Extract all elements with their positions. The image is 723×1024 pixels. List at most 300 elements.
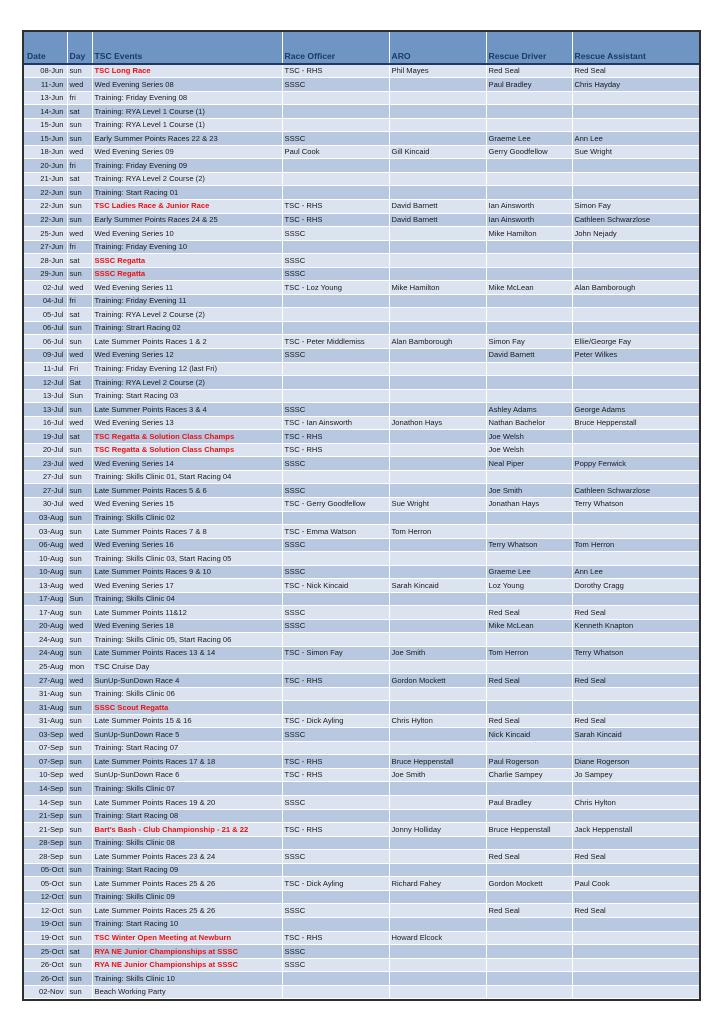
cell-rescue-driver[interactable]: Tom Herron xyxy=(486,647,572,661)
cell-date[interactable]: 31-Aug xyxy=(24,701,67,715)
cell-aro[interactable] xyxy=(389,403,486,417)
cell-rescue-driver[interactable] xyxy=(486,958,572,972)
table-row[interactable] xyxy=(24,227,699,241)
cell-day[interactable]: wed xyxy=(67,227,92,241)
cell-date[interactable]: 31-Aug xyxy=(24,687,67,701)
cell-date[interactable]: 03-Aug xyxy=(24,511,67,525)
column-header-race-officer[interactable]: Race Officer xyxy=(282,32,389,64)
cell-aro[interactable] xyxy=(389,240,486,254)
cell-date[interactable]: 12-Oct xyxy=(24,904,67,918)
cell-race-officer[interactable]: TSC - Emma Watson xyxy=(282,525,389,539)
cell-rescue-driver[interactable]: Mike McLean xyxy=(486,619,572,633)
cell-day[interactable]: sun xyxy=(67,484,92,498)
cell-date[interactable]: 06-Jul xyxy=(24,335,67,349)
cell-rescue-driver[interactable] xyxy=(486,321,572,335)
cell-race-officer[interactable]: SSSC xyxy=(282,457,389,471)
cell-aro[interactable] xyxy=(389,917,486,931)
cell-rescue-driver[interactable] xyxy=(486,741,572,755)
cell-race-officer[interactable]: SSSC xyxy=(282,796,389,810)
cell-date[interactable]: 27-Aug xyxy=(24,674,67,688)
cell-rescue-assistant[interactable] xyxy=(572,118,699,132)
table-row[interactable] xyxy=(24,538,699,552)
table-row[interactable] xyxy=(24,91,699,105)
cell-event[interactable]: SSSC Regatta xyxy=(92,267,282,281)
cell-aro[interactable]: Joe Smith xyxy=(389,647,486,661)
table-row[interactable] xyxy=(24,877,699,891)
cell-aro[interactable]: David Barnett xyxy=(389,213,486,227)
cell-day[interactable]: sun xyxy=(67,213,92,227)
cell-event[interactable]: Wed Evening Series 08 xyxy=(92,78,282,92)
cell-event[interactable]: SunUp-SunDown Race 4 xyxy=(92,674,282,688)
cell-date[interactable]: 10-Sep xyxy=(24,768,67,782)
table-row[interactable] xyxy=(24,118,699,132)
cell-rescue-driver[interactable] xyxy=(486,240,572,254)
cell-rescue-driver[interactable] xyxy=(486,254,572,268)
cell-rescue-driver[interactable]: Jonathan Hays xyxy=(486,498,572,512)
cell-day[interactable]: sun xyxy=(67,606,92,620)
cell-race-officer[interactable] xyxy=(282,308,389,322)
cell-day[interactable]: Sun xyxy=(67,389,92,403)
cell-event[interactable]: Training; Skills Clinic 04 xyxy=(92,592,282,606)
cell-race-officer[interactable]: SSSC xyxy=(282,132,389,146)
cell-rescue-assistant[interactable]: Peter Wilkes xyxy=(572,348,699,362)
cell-event[interactable]: Wed Evening Series 18 xyxy=(92,619,282,633)
cell-day[interactable]: sun xyxy=(67,958,92,972)
table-row[interactable] xyxy=(24,335,699,349)
cell-rescue-assistant[interactable]: Jo Sampey xyxy=(572,768,699,782)
cell-race-officer[interactable]: TSC - RHS xyxy=(282,755,389,769)
cell-date[interactable]: 26-Oct xyxy=(24,972,67,986)
cell-rescue-assistant[interactable] xyxy=(572,240,699,254)
cell-event[interactable]: Training: RYA Level 2 Course (2) xyxy=(92,376,282,390)
cell-race-officer[interactable]: TSC - Peter Middlemiss xyxy=(282,335,389,349)
table-row[interactable] xyxy=(24,850,699,864)
cell-date[interactable]: 26-Oct xyxy=(24,958,67,972)
cell-rescue-driver[interactable]: Joe Welsh xyxy=(486,443,572,457)
cell-rescue-driver[interactable] xyxy=(486,917,572,931)
cell-aro[interactable] xyxy=(389,308,486,322)
cell-rescue-assistant[interactable] xyxy=(572,376,699,390)
cell-date[interactable]: 04-Jul xyxy=(24,294,67,308)
cell-race-officer[interactable]: TSC - RHS xyxy=(282,430,389,444)
cell-race-officer[interactable]: Paul Cook xyxy=(282,145,389,159)
cell-rescue-assistant[interactable] xyxy=(572,985,699,999)
cell-race-officer[interactable] xyxy=(282,186,389,200)
cell-rescue-assistant[interactable]: Red Seal xyxy=(572,64,699,78)
cell-date[interactable]: 16-Jul xyxy=(24,416,67,430)
cell-rescue-driver[interactable]: Gordon Mockett xyxy=(486,877,572,891)
cell-date[interactable]: 25-Jun xyxy=(24,227,67,241)
cell-date[interactable]: 13-Jul xyxy=(24,403,67,417)
cell-race-officer[interactable] xyxy=(282,389,389,403)
cell-event[interactable]: Late Summer Points Races 13 & 14 xyxy=(92,647,282,661)
cell-race-officer[interactable] xyxy=(282,863,389,877)
table-row[interactable] xyxy=(24,132,699,146)
cell-rescue-driver[interactable] xyxy=(486,362,572,376)
cell-rescue-driver[interactable]: Red Seal xyxy=(486,674,572,688)
cell-date[interactable]: 28-Sep xyxy=(24,850,67,864)
cell-day[interactable]: sun xyxy=(67,890,92,904)
cell-rescue-assistant[interactable] xyxy=(572,511,699,525)
cell-event[interactable]: Late Summer Points Races 25 & 26 xyxy=(92,904,282,918)
cell-date[interactable]: 06-Aug xyxy=(24,538,67,552)
table-row[interactable] xyxy=(24,498,699,512)
table-row[interactable] xyxy=(24,240,699,254)
table-row[interactable] xyxy=(24,145,699,159)
table-row[interactable] xyxy=(24,931,699,945)
cell-date[interactable]: 30-Jul xyxy=(24,498,67,512)
cell-aro[interactable] xyxy=(389,78,486,92)
cell-aro[interactable] xyxy=(389,267,486,281)
cell-day[interactable]: sun xyxy=(67,443,92,457)
cell-rescue-assistant[interactable] xyxy=(572,633,699,647)
cell-rescue-assistant[interactable] xyxy=(572,294,699,308)
cell-day[interactable]: sun xyxy=(67,403,92,417)
cell-rescue-assistant[interactable]: John Nejady xyxy=(572,227,699,241)
cell-race-officer[interactable]: TSC - Gerry Goodfellow xyxy=(282,498,389,512)
cell-race-officer[interactable] xyxy=(282,660,389,674)
cell-race-officer[interactable]: SSSC xyxy=(282,78,389,92)
cell-date[interactable]: 17-Aug xyxy=(24,592,67,606)
cell-event[interactable]: Wed Evening Series 10 xyxy=(92,227,282,241)
cell-aro[interactable] xyxy=(389,958,486,972)
cell-rescue-assistant[interactable] xyxy=(572,430,699,444)
cell-aro[interactable]: Jonathon Hays xyxy=(389,416,486,430)
cell-rescue-assistant[interactable]: Ellie/George Fay xyxy=(572,335,699,349)
cell-event[interactable]: Training: Start Racing 08 xyxy=(92,809,282,823)
cell-aro[interactable] xyxy=(389,850,486,864)
cell-race-officer[interactable] xyxy=(282,321,389,335)
cell-rescue-driver[interactable]: Paul Rogerson xyxy=(486,755,572,769)
cell-race-officer[interactable] xyxy=(282,592,389,606)
cell-rescue-driver[interactable]: Paul Bradley xyxy=(486,796,572,810)
cell-event[interactable]: Late Summer Points Races 7 & 8 xyxy=(92,525,282,539)
cell-event[interactable]: Training: Start Racing 01 xyxy=(92,186,282,200)
cell-rescue-assistant[interactable] xyxy=(572,525,699,539)
cell-rescue-assistant[interactable]: Alan Bamborough xyxy=(572,281,699,295)
cell-race-officer[interactable] xyxy=(282,362,389,376)
cell-day[interactable]: sun xyxy=(67,321,92,335)
cell-rescue-driver[interactable]: Bruce Heppenstall xyxy=(486,823,572,837)
cell-rescue-assistant[interactable]: Red Seal xyxy=(572,904,699,918)
table-row[interactable] xyxy=(24,633,699,647)
cell-race-officer[interactable] xyxy=(282,376,389,390)
cell-aro[interactable]: Jonny Holliday xyxy=(389,823,486,837)
cell-event[interactable]: Training: Skills Clinic 01, Start Racing 04 xyxy=(92,470,282,484)
table-row[interactable] xyxy=(24,457,699,471)
cell-race-officer[interactable]: TSC - RHS xyxy=(282,768,389,782)
cell-day[interactable]: wed xyxy=(67,579,92,593)
cell-race-officer[interactable] xyxy=(282,470,389,484)
cell-race-officer[interactable]: SSSC xyxy=(282,728,389,742)
cell-rescue-driver[interactable]: Ian Ainsworth xyxy=(486,213,572,227)
cell-event[interactable]: Training: Friday Evening 10 xyxy=(92,240,282,254)
cell-rescue-driver[interactable]: Nick Kincaid xyxy=(486,728,572,742)
cell-race-officer[interactable] xyxy=(282,687,389,701)
cell-aro[interactable] xyxy=(389,443,486,457)
cell-date[interactable]: 18-Jun xyxy=(24,145,67,159)
cell-rescue-driver[interactable]: Graeme Lee xyxy=(486,132,572,146)
cell-aro[interactable] xyxy=(389,687,486,701)
cell-date[interactable]: 27-Jun xyxy=(24,240,67,254)
cell-rescue-driver[interactable] xyxy=(486,376,572,390)
cell-rescue-driver[interactable]: Terry Whatson xyxy=(486,538,572,552)
cell-event[interactable]: Wed Evening Series 17 xyxy=(92,579,282,593)
cell-day[interactable]: sat xyxy=(67,172,92,186)
column-header-day[interactable]: Day xyxy=(67,32,92,64)
cell-race-officer[interactable] xyxy=(282,294,389,308)
cell-day[interactable]: sun xyxy=(67,199,92,213)
cell-race-officer[interactable]: SSSC xyxy=(282,958,389,972)
cell-aro[interactable]: Gordon Mockett xyxy=(389,674,486,688)
cell-event[interactable]: Training: Skills Clinic 10 xyxy=(92,972,282,986)
cell-rescue-assistant[interactable]: Poppy Fenwick xyxy=(572,457,699,471)
table-row[interactable] xyxy=(24,647,699,661)
cell-rescue-driver[interactable] xyxy=(486,159,572,173)
cell-event[interactable]: TSC Regatta & Solution Class Champs xyxy=(92,443,282,457)
table-row[interactable] xyxy=(24,64,699,78)
cell-day[interactable]: Sun xyxy=(67,592,92,606)
cell-day[interactable]: wed xyxy=(67,619,92,633)
cell-day[interactable]: sun xyxy=(67,335,92,349)
cell-aro[interactable]: Chris Hylton xyxy=(389,714,486,728)
cell-event[interactable]: TSC Long Race xyxy=(92,64,282,78)
cell-race-officer[interactable]: SSSC xyxy=(282,484,389,498)
cell-rescue-driver[interactable] xyxy=(486,687,572,701)
cell-rescue-driver[interactable] xyxy=(486,267,572,281)
cell-aro[interactable] xyxy=(389,484,486,498)
cell-date[interactable]: 22-Jun xyxy=(24,186,67,200)
cell-aro[interactable]: Phil Mayes xyxy=(389,64,486,78)
cell-date[interactable]: 24-Aug xyxy=(24,647,67,661)
cell-rescue-assistant[interactable]: Kenneth Knapton xyxy=(572,619,699,633)
cell-date[interactable]: 08-Jun xyxy=(24,64,67,78)
table-row[interactable] xyxy=(24,376,699,390)
cell-rescue-assistant[interactable] xyxy=(572,687,699,701)
cell-rescue-assistant[interactable]: Simon Fay xyxy=(572,199,699,213)
cell-rescue-assistant[interactable] xyxy=(572,660,699,674)
cell-rescue-assistant[interactable] xyxy=(572,931,699,945)
cell-date[interactable]: 13-Jul xyxy=(24,389,67,403)
cell-rescue-assistant[interactable] xyxy=(572,105,699,119)
cell-day[interactable]: Sat xyxy=(67,376,92,390)
cell-day[interactable]: sun xyxy=(67,796,92,810)
cell-rescue-assistant[interactable] xyxy=(572,809,699,823)
cell-day[interactable]: sun xyxy=(67,741,92,755)
cell-day[interactable]: wed xyxy=(67,768,92,782)
column-header-rescue-assistant[interactable]: Rescue Assistant xyxy=(572,32,699,64)
cell-date[interactable]: 22-Jun xyxy=(24,213,67,227)
cell-rescue-driver[interactable] xyxy=(486,890,572,904)
cell-aro[interactable] xyxy=(389,985,486,999)
cell-race-officer[interactable]: SSSC xyxy=(282,348,389,362)
table-row[interactable] xyxy=(24,660,699,674)
cell-aro[interactable]: Tom Herron xyxy=(389,525,486,539)
cell-rescue-driver[interactable]: Simon Fay xyxy=(486,335,572,349)
cell-rescue-driver[interactable] xyxy=(486,633,572,647)
cell-rescue-driver[interactable]: Ashley Adams xyxy=(486,403,572,417)
cell-day[interactable]: wed xyxy=(67,498,92,512)
cell-event[interactable]: Wed Evening Series 16 xyxy=(92,538,282,552)
cell-rescue-assistant[interactable] xyxy=(572,863,699,877)
cell-race-officer[interactable]: SSSC xyxy=(282,403,389,417)
cell-aro[interactable] xyxy=(389,389,486,403)
cell-rescue-assistant[interactable] xyxy=(572,321,699,335)
cell-race-officer[interactable] xyxy=(282,890,389,904)
cell-aro[interactable]: Joe Smith xyxy=(389,768,486,782)
cell-race-officer[interactable]: SSSC xyxy=(282,945,389,959)
cell-date[interactable]: 03-Sep xyxy=(24,728,67,742)
cell-date[interactable]: 13-Aug xyxy=(24,579,67,593)
cell-date[interactable]: 05-Oct xyxy=(24,877,67,891)
cell-date[interactable]: 11-Jul xyxy=(24,362,67,376)
table-row[interactable] xyxy=(24,362,699,376)
table-row[interactable] xyxy=(24,728,699,742)
cell-aro[interactable] xyxy=(389,633,486,647)
cell-race-officer[interactable] xyxy=(282,91,389,105)
table-row[interactable] xyxy=(24,890,699,904)
cell-event[interactable]: Training: Skills Clinic 07 xyxy=(92,782,282,796)
cell-rescue-driver[interactable]: Loz Young xyxy=(486,579,572,593)
cell-day[interactable]: fri xyxy=(67,294,92,308)
cell-event[interactable]: Early Summer Points Races 22 & 23 xyxy=(92,132,282,146)
cell-date[interactable]: 27-Jul xyxy=(24,484,67,498)
cell-event[interactable]: Training: Skills Clinic 05, Start Racing 06 xyxy=(92,633,282,647)
cell-date[interactable]: 05-Jul xyxy=(24,308,67,322)
table-row[interactable] xyxy=(24,796,699,810)
cell-race-officer[interactable]: SSSC xyxy=(282,904,389,918)
cell-date[interactable]: 15-Jun xyxy=(24,132,67,146)
table-row[interactable] xyxy=(24,443,699,457)
cell-day[interactable]: wed xyxy=(67,416,92,430)
cell-date[interactable]: 07-Sep xyxy=(24,755,67,769)
cell-date[interactable]: 31-Aug xyxy=(24,714,67,728)
cell-rescue-assistant[interactable]: Jack Heppenstall xyxy=(572,823,699,837)
cell-race-officer[interactable]: SSSC xyxy=(282,254,389,268)
cell-rescue-driver[interactable] xyxy=(486,931,572,945)
table-row[interactable] xyxy=(24,308,699,322)
cell-event[interactable]: Late Summer Points Races 17 & 18 xyxy=(92,755,282,769)
cell-rescue-assistant[interactable] xyxy=(572,186,699,200)
cell-day[interactable]: wed xyxy=(67,538,92,552)
cell-rescue-driver[interactable]: Gerry Goodfellow xyxy=(486,145,572,159)
cell-day[interactable]: sat xyxy=(67,945,92,959)
cell-aro[interactable]: Alan Bamborough xyxy=(389,335,486,349)
cell-day[interactable]: sun xyxy=(67,904,92,918)
table-row[interactable] xyxy=(24,172,699,186)
cell-event[interactable]: SSSC Regatta xyxy=(92,254,282,268)
table-row[interactable] xyxy=(24,674,699,688)
table-row[interactable] xyxy=(24,552,699,566)
cell-event[interactable]: Late Summer Points Races 3 & 4 xyxy=(92,403,282,417)
cell-rescue-assistant[interactable] xyxy=(572,172,699,186)
cell-rescue-assistant[interactable] xyxy=(572,917,699,931)
cell-date[interactable]: 19-Oct xyxy=(24,917,67,931)
table-row[interactable] xyxy=(24,416,699,430)
cell-rescue-assistant[interactable]: Terry Whatson xyxy=(572,647,699,661)
cell-day[interactable]: wed xyxy=(67,348,92,362)
cell-day[interactable]: Fri xyxy=(67,362,92,376)
cell-aro[interactable] xyxy=(389,227,486,241)
cell-aro[interactable] xyxy=(389,945,486,959)
table-row[interactable] xyxy=(24,254,699,268)
cell-day[interactable]: sun xyxy=(67,470,92,484)
table-row[interactable] xyxy=(24,484,699,498)
table-row[interactable] xyxy=(24,823,699,837)
cell-date[interactable]: 14-Jun xyxy=(24,105,67,119)
cell-day[interactable]: sun xyxy=(67,64,92,78)
cell-day[interactable]: sun xyxy=(67,985,92,999)
cell-day[interactable]: sun xyxy=(67,917,92,931)
cell-rescue-assistant[interactable]: Red Seal xyxy=(572,606,699,620)
cell-rescue-assistant[interactable] xyxy=(572,741,699,755)
cell-race-officer[interactable]: TSC - RHS xyxy=(282,823,389,837)
cell-day[interactable]: sun xyxy=(67,850,92,864)
cell-aro[interactable] xyxy=(389,538,486,552)
cell-aro[interactable] xyxy=(389,159,486,173)
cell-date[interactable]: 12-Jul xyxy=(24,376,67,390)
cell-race-officer[interactable]: SSSC xyxy=(282,267,389,281)
cell-race-officer[interactable]: TSC - RHS xyxy=(282,199,389,213)
cell-day[interactable]: fri xyxy=(67,240,92,254)
cell-race-officer[interactable] xyxy=(282,159,389,173)
cell-aro[interactable] xyxy=(389,118,486,132)
cell-rescue-assistant[interactable] xyxy=(572,592,699,606)
cell-rescue-driver[interactable] xyxy=(486,836,572,850)
cell-rescue-driver[interactable] xyxy=(486,389,572,403)
cell-race-officer[interactable] xyxy=(282,782,389,796)
cell-rescue-assistant[interactable]: Sarah Kincaid xyxy=(572,728,699,742)
cell-aro[interactable]: Richard Fahey xyxy=(389,877,486,891)
cell-rescue-assistant[interactable] xyxy=(572,267,699,281)
table-row[interactable] xyxy=(24,701,699,715)
cell-date[interactable]: 09-Jul xyxy=(24,348,67,362)
cell-rescue-driver[interactable]: Mike Hamilton xyxy=(486,227,572,241)
table-row[interactable] xyxy=(24,619,699,633)
cell-day[interactable]: sun xyxy=(67,863,92,877)
table-row[interactable] xyxy=(24,904,699,918)
cell-rescue-assistant[interactable]: Chris Hayday xyxy=(572,78,699,92)
cell-rescue-assistant[interactable] xyxy=(572,159,699,173)
cell-rescue-driver[interactable] xyxy=(486,172,572,186)
cell-day[interactable]: wed xyxy=(67,674,92,688)
cell-aro[interactable] xyxy=(389,511,486,525)
cell-day[interactable]: sat xyxy=(67,105,92,119)
table-row[interactable] xyxy=(24,945,699,959)
cell-event[interactable]: Wed Evening Series 11 xyxy=(92,281,282,295)
cell-race-officer[interactable] xyxy=(282,917,389,931)
table-row[interactable] xyxy=(24,714,699,728)
table-row[interactable] xyxy=(24,511,699,525)
cell-aro[interactable] xyxy=(389,836,486,850)
cell-aro[interactable] xyxy=(389,321,486,335)
cell-date[interactable]: 19-Jul xyxy=(24,430,67,444)
cell-date[interactable]: 20-Aug xyxy=(24,619,67,633)
cell-day[interactable]: sun xyxy=(67,823,92,837)
cell-rescue-driver[interactable]: Nathan Bachelor xyxy=(486,416,572,430)
cell-event[interactable]: Training: RYA Level 2 Course (2) xyxy=(92,308,282,322)
cell-day[interactable]: wed xyxy=(67,78,92,92)
cell-day[interactable]: sun xyxy=(67,972,92,986)
cell-aro[interactable]: David Barnett xyxy=(389,199,486,213)
cell-day[interactable]: sun xyxy=(67,132,92,146)
cell-event[interactable]: Training: Friday Evening 09 xyxy=(92,159,282,173)
cell-event[interactable]: Wed Evening Series 12 xyxy=(92,348,282,362)
table-row[interactable] xyxy=(24,348,699,362)
cell-event[interactable]: RYA NE Junior Championships at SSSC xyxy=(92,945,282,959)
cell-rescue-assistant[interactable]: Cathleen Schwarzlose xyxy=(572,213,699,227)
cell-race-officer[interactable] xyxy=(282,633,389,647)
